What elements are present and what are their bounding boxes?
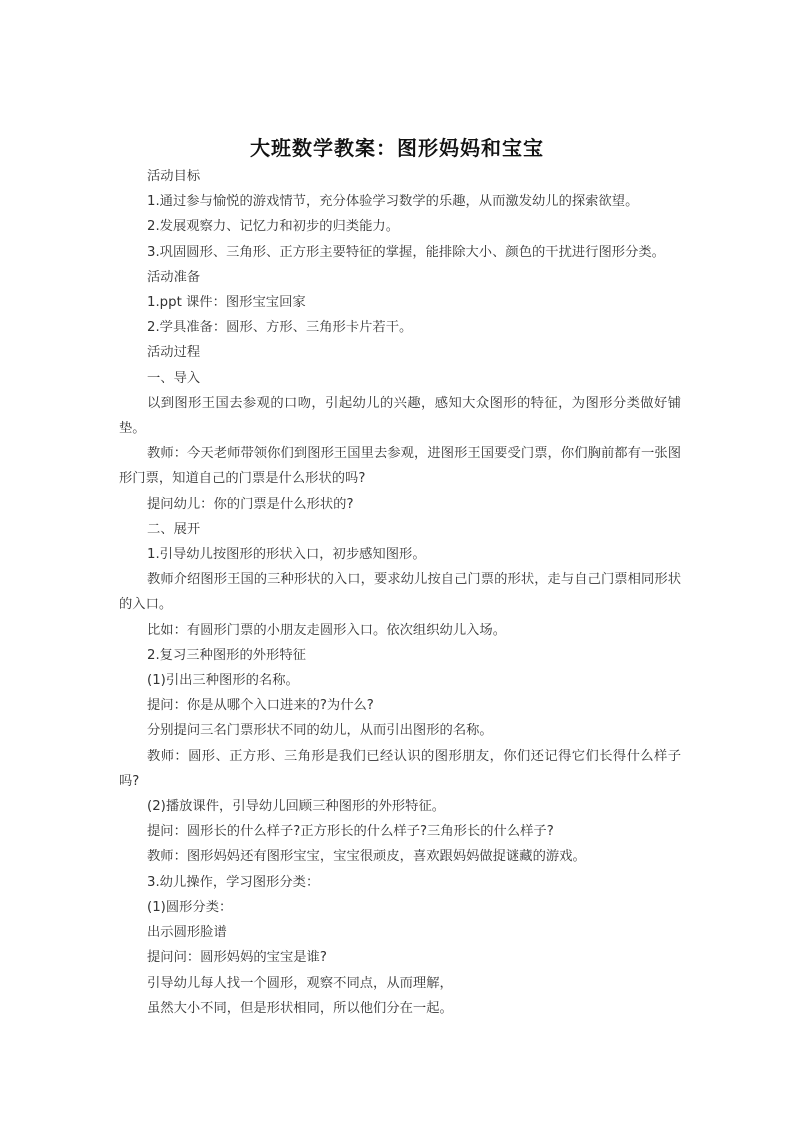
paragraph: 1.通过参与愉悦的游戏情节，充分体验学习数学的乐趣，从而激发幼儿的探索欲望。 (147, 194, 639, 210)
paragraph: 比如：有圆形门票的小朋友走圆形入口。依次组织幼儿入场。 (147, 622, 507, 638)
paragraph: 引导幼儿每人找一个圆形，观察不同点，从而理解， (147, 975, 453, 991)
paragraph: (2)播放课件，引导幼儿回顾三种图形的外形特征。 (147, 799, 446, 815)
paragraph: (1)引出三种图形的名称。 (147, 673, 299, 689)
paragraph: 1.引导幼儿按图形的形状入口，初步感知图形。 (147, 547, 426, 563)
paragraph: 虽然大小不同，但是形状相同，所以他们分在一起。 (147, 1000, 453, 1016)
paragraph: 教师：圆形、正方形、三角形是我们已经认识的图形朋友，你们还记得它们长得什么样子吗? (119, 748, 681, 789)
paragraph: 教师：图形妈妈还有图形宝宝，宝宝很顽皮，喜欢跟妈妈做捉谜藏的游戏。 (147, 849, 586, 865)
paragraph: 分别提问三名门票形状不同的幼儿，从而引出图形的名称。 (147, 723, 493, 739)
paragraph: (1)圆形分类： (147, 899, 233, 915)
paragraph: 二、展开 (147, 521, 201, 537)
paragraph: 提问：圆形长的什么样子?正方形长的什么样子?三角形长的什么样子? (147, 824, 554, 840)
paragraph: 一、导入 (147, 370, 201, 386)
paragraph: 以到图形王国去参观的口吻，引起幼儿的兴趣，感知大众图形的特征，为图形分类做好铺垫。 (119, 395, 681, 437)
document-title: 大班数学教案：图形妈妈和宝宝 (250, 136, 544, 160)
paragraph: 3.幼儿操作，学习图形分类： (147, 874, 320, 890)
paragraph: 活动过程 (147, 345, 201, 361)
paragraph: 2.学具准备：圆形、方形、三角形卡片若干。 (147, 320, 413, 336)
paragraph: 活动目标 (147, 169, 201, 184)
paragraph: 2.发展观察力、记忆力和初步的归类能力。 (147, 219, 400, 235)
paragraph: 教师介绍图形王国的三种形状的入口，要求幼儿按自己门票的形状，走与自己门票相同形状的入口。 (119, 572, 681, 613)
paragraph: 1.ppt 课件：图形宝宝回家 (147, 295, 306, 311)
paragraph: 提问：你是从哪个入口进来的?为什么? (147, 698, 374, 714)
paragraph: 3.巩固圆形、三角形、正方形主要特征的掌握，能排除大小、颜色的干扰进行图形分类。 (147, 244, 665, 260)
document-body (119, 164, 681, 1021)
paragraph: 提问幼儿：你的门票是什么形状的? (147, 496, 354, 512)
paragraph: 出示圆形脸谱 (147, 925, 227, 941)
paragraph: 活动准备 (147, 269, 201, 285)
paragraph: 2.复习三种图形的外形特征 (147, 647, 306, 663)
paragraph: 教师：今天老师带领你们到图形王国里去参观，进图形王国要受门票，你们胸前都有一张图形门票，知道自己的门票是什么形状的吗? (119, 446, 681, 487)
paragraph: 提问问：圆形妈妈的宝宝是谁? (147, 950, 327, 966)
